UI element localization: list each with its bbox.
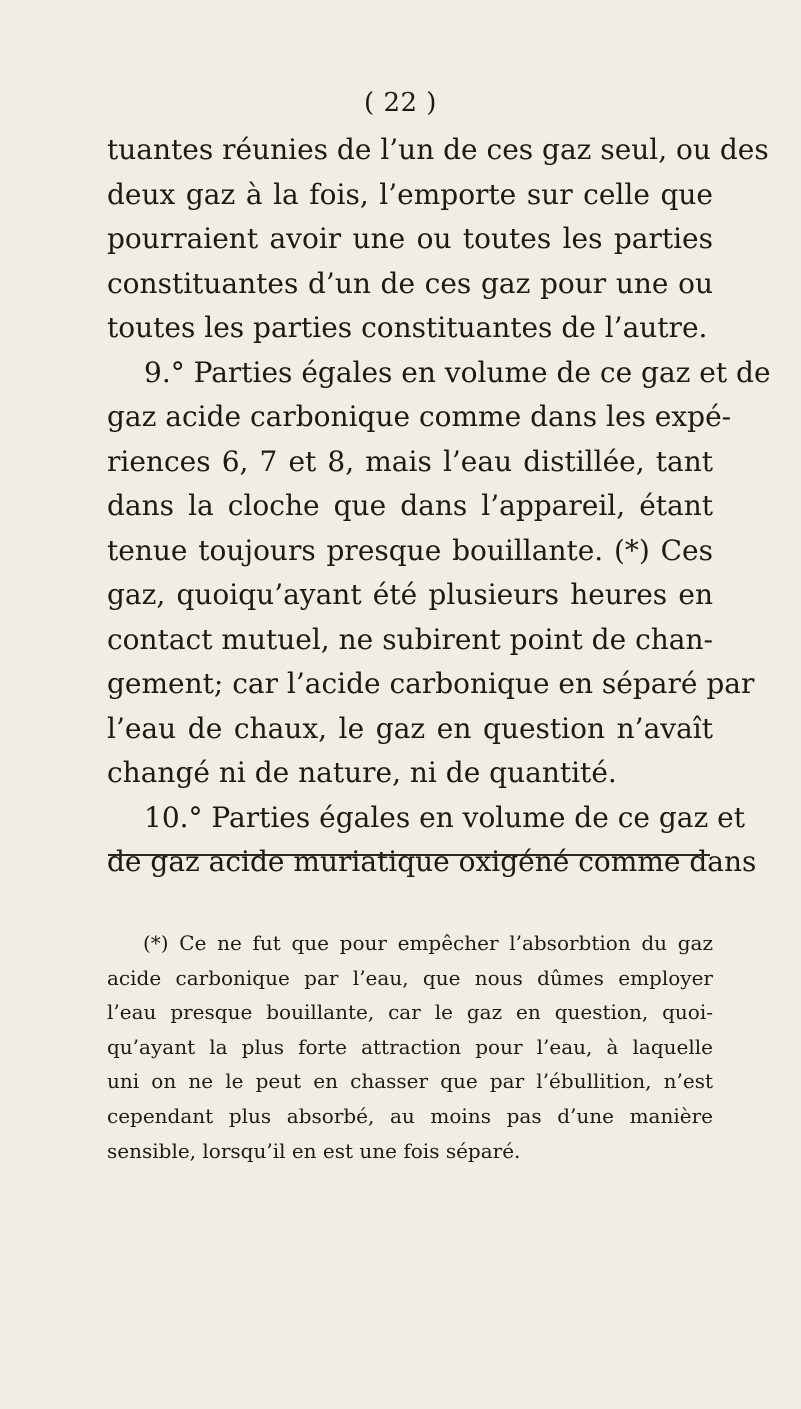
footnote-separator-rule xyxy=(108,854,710,856)
text-line: changé ni de nature, ni de quantité. xyxy=(107,756,617,789)
page-number: ( 22 ) xyxy=(364,88,437,118)
text-line-footnote-ref: tenue toujours presque bouillante. (*) Ces xyxy=(107,533,713,567)
text-line: contact mutuel, ne subirent point de chan- xyxy=(107,622,713,656)
text-line: riences 6, 7 et 8, mais l’eau distillée, tant xyxy=(107,444,713,478)
text-line: de gaz acide muriatique oxigéné comme dans xyxy=(107,845,757,878)
main-text-block xyxy=(107,128,771,885)
text-line: gaz, quoiqu’ayant été plusieurs heures en xyxy=(107,578,713,611)
footnote-line: l’eau presque bouillante, car le gaz en question, quoi- xyxy=(107,1000,713,1025)
footnote-block xyxy=(107,926,713,1168)
text-line: gement; car l’acide carbonique en séparé par xyxy=(107,667,755,700)
footnote-line: qu’ayant la plus forte attraction pour l’eau, à laquelle xyxy=(107,1034,713,1059)
footnote-line: uni on ne le peut en chasser que par l’ébullition, n’est xyxy=(107,1069,713,1094)
footnote-line: (*) Ce ne fut que pour empêcher l’absorbtion du gaz xyxy=(143,931,713,955)
text-line: gaz acide carbonique comme dans les expé- xyxy=(107,400,732,433)
footnote-line: acide carbonique par l’eau, que nous dûmes employer xyxy=(107,965,713,990)
footnote-line: sensible, lorsqu’il en est une fois séparé. xyxy=(107,1138,521,1163)
paragraph-10-start: 10.° Parties égales en volume de ce gaz et xyxy=(144,800,745,834)
text-line: tuantes réunies de l’un de ces gaz seul, ou des xyxy=(107,133,769,166)
paragraph-9-start: 9.° Parties égales en volume de ce gaz et de xyxy=(144,355,771,389)
text-line: dans la cloche que dans l’appareil, étant xyxy=(107,489,713,522)
text-line: constituantes d’un de ces gaz pour une ou xyxy=(107,266,713,300)
text-line: pourraient avoir une ou toutes les parties xyxy=(107,222,713,255)
text-line: toutes les parties constituantes de l’autre. xyxy=(107,311,708,344)
text-line: deux gaz à la fois, l’emporte sur celle que xyxy=(107,177,713,211)
text-line: l’eau de chaux, le gaz en question n’avaît xyxy=(107,711,713,745)
footnote-line: cependant plus absorbé, au moins pas d’une manière xyxy=(107,1103,713,1128)
